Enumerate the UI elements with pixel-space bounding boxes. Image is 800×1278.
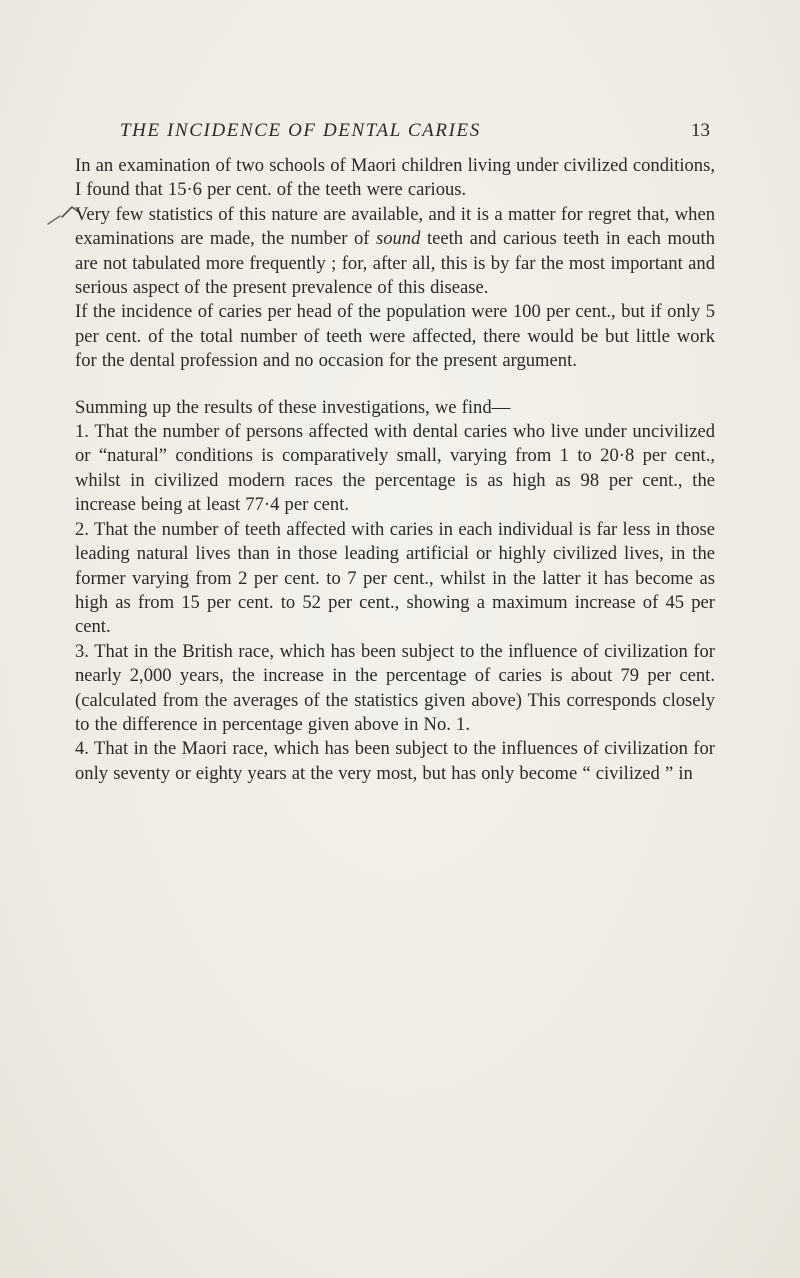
running-head bbox=[120, 117, 710, 145]
summary-item-2: 2. That the number of teeth affected with caries in each individual is far less in those leading natural lives than in those leading artificial or highly civilized lives, in the former varying from 2 per cent. to 7 per cent., whilst in the latter it has become as high as from 15 per cent. to 52 per cent., showing a maximum increase of 45 per cent. bbox=[75, 518, 715, 638]
summary-item-3: 3. That in the British race, which has been subject to the influence of civilization for nearly 2,000 years, the increase in the percentage of caries is about 79 per cent. (calculated from the averages of the statistics given above) This corresponds closely to the difference in percentage given above in No. 1. bbox=[75, 640, 715, 735]
paragraph-statistics bbox=[75, 203, 715, 301]
paragraph-gap bbox=[75, 374, 715, 396]
paragraph-incidence: If the incidence of caries per head of the population were 100 per cent., but if only 5 per cent. of the total number of teeth were affected, there would be but little work for the dental profession and no occasion for the present argument. bbox=[75, 301, 715, 372]
summary-item-1: 1. That the number of persons affected with dental caries who live under uncivilized or “natural” conditions is comparatively small, varying from 1 to 20·8 per cent., whilst in civilized modern races the percentage is as high as 98 per cent., the increase being at least 77·4 per cent. bbox=[75, 421, 715, 516]
paragraph-summary-intro: Summing up the results of these investigations, we find— bbox=[75, 396, 511, 418]
running-head-title: THE INCIDENCE OF DENTAL CARIES bbox=[120, 120, 481, 141]
paragraph-maori-schools: In an examination of two schools of Maori children living under civilized conditions, I found that 15·6 per cent. of the teeth were carious. bbox=[75, 155, 715, 201]
page-number: 13 bbox=[691, 120, 710, 141]
emphasis-sound: sound bbox=[375, 228, 421, 250]
paragraph-statistics-start: Very few statistics of this nature are available, and it is a matter for regret that, when examinations are made, the number of bbox=[75, 203, 715, 250]
summary-item-4: 4. That in the Maori race, which has been subject to the influences of civilization for only seventy or eighty years at the very most, but has only become “ civilized ” in bbox=[75, 738, 715, 784]
paragraph-statistics-end: teeth and carious teeth in each mouth are not tabulated more frequently ; for, after all, this is by far the most important and serious aspect of the present prevalence of this disease. bbox=[75, 228, 715, 299]
body-text bbox=[75, 154, 715, 786]
